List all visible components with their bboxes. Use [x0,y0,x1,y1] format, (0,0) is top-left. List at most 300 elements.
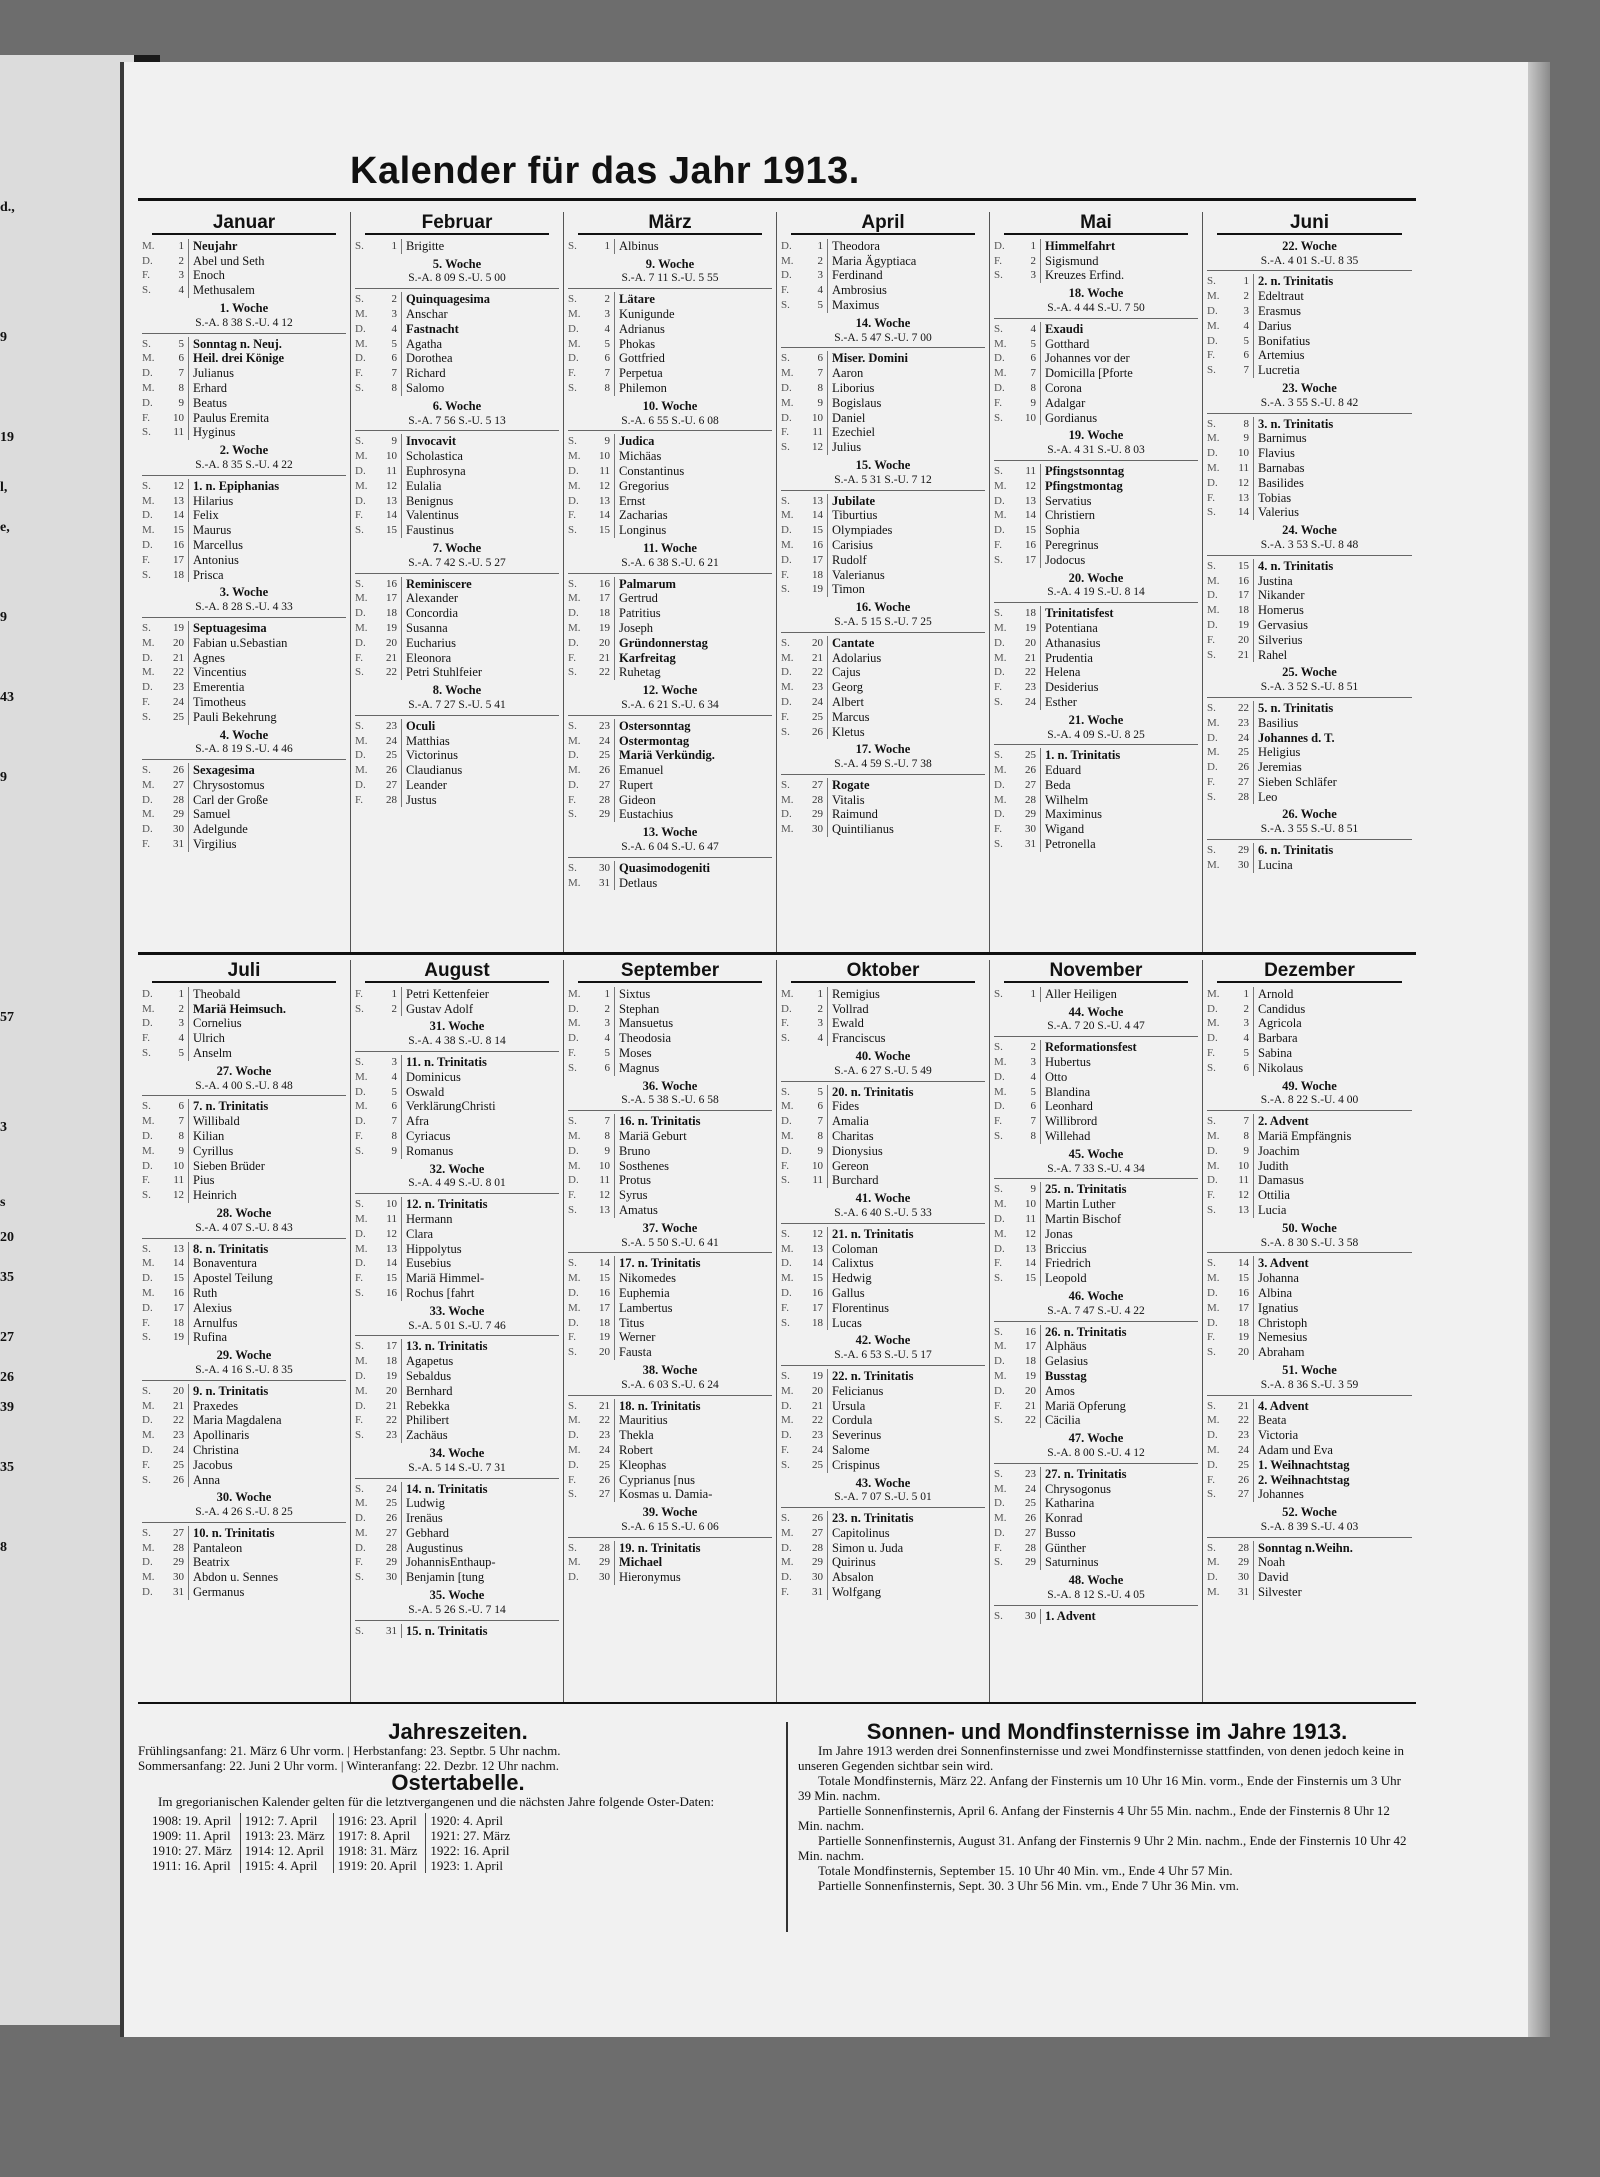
day-name: Michael [619,1555,663,1570]
weekday: M. [781,1414,794,1427]
day-row [568,1173,772,1188]
day-number: 20 [164,636,189,651]
day-name: Aller Heiligen [1045,986,1117,1001]
day-number: 23 [1229,716,1254,731]
day-number: 19 [1016,621,1041,636]
day-row [355,1242,559,1257]
weekday: F. [781,710,789,723]
weekday: M. [994,1055,1007,1068]
day-row [994,1256,1198,1271]
margin-number: 35 [0,1270,14,1285]
day-number: 8 [1016,1129,1041,1144]
day-name: Nikander [1258,588,1305,603]
day-name: Septuagesima [193,620,267,635]
weekday: S. [1207,790,1216,803]
day-number: 18 [590,1316,615,1331]
weekday: M. [1207,987,1220,1000]
day-row [994,987,1198,1002]
day-row [142,1570,346,1585]
day-number: 21 [164,1399,189,1414]
weekday: F. [355,367,363,380]
weekday: D. [142,823,153,836]
day-row [1207,1585,1412,1600]
day-name: Clara [406,1226,434,1241]
day-number: 4 [377,1070,402,1085]
weekday: D. [568,352,579,365]
day-number: 7 [1016,366,1041,381]
weekday: F. [568,1473,576,1486]
eclipse-item: Partielle Sonnenfinsternis, August 31. Anfang der Finsternis 9 Uhr 2 Min. nachm., Ende der Finsternis 10 Uhr 42 Min. nachm. [798,1833,1407,1863]
day-name: Hyginus [193,425,236,440]
day-row [142,254,346,269]
weekday: S. [355,293,364,306]
day-number: 8 [1016,381,1041,396]
day-name: Anna [193,1472,221,1487]
weekday: S. [568,239,577,252]
day-name: Carisius [832,537,873,552]
day-name: Mariä Verkündig. [619,748,715,763]
day-name: Beatus [193,395,228,410]
day-row [781,1242,985,1257]
day-row [355,1541,559,1556]
weekday: D. [142,367,153,380]
eclipses-title: Sonnen- und Mondfinsternisse im Jahre 1913. [866,1719,1348,1744]
weekday: S. [142,764,151,777]
day-row [1207,716,1412,731]
sunrise-sunset: S.-A. 5 38 S.-U. 6 58 [568,1093,772,1111]
day-name: Hubertus [1045,1054,1091,1069]
month-name: Dezember [1264,960,1355,981]
easter-row [148,1843,518,1858]
sunrise-sunset: S.-A. 4 00 S.-U. 8 48 [142,1079,346,1097]
day-name: 12. n. Trinitatis [406,1197,488,1212]
day-row [142,621,346,636]
week-label: 40. Woche [855,1048,911,1063]
weekday: D. [355,1257,366,1270]
week-label: 14. Woche [855,315,911,330]
margin-number: 3 [0,1120,7,1135]
day-name: Vincentius [193,665,247,680]
day-number: 17 [377,1339,402,1354]
weekday: D. [1207,447,1218,460]
day-number: 1 [803,239,828,254]
day-row [994,1526,1198,1541]
day-row [568,987,772,1002]
weekday: M. [142,1257,155,1270]
weekday: M. [1207,1556,1220,1569]
day-row [1207,1271,1412,1286]
weekday: S. [994,269,1003,282]
day-row [568,1487,772,1502]
day-name: Valentinus [406,508,459,523]
day-number: 2 [1016,254,1041,269]
week-label: 10. Woche [642,398,698,413]
weekday: M. [142,352,155,365]
day-row [568,1016,772,1031]
day-number: 28 [377,793,402,808]
week-header [781,1333,985,1366]
day-row [781,1384,985,1399]
weekday: D. [781,239,792,252]
day-row [781,298,985,313]
day-name: Noah [1258,1555,1286,1570]
day-row [1207,461,1412,476]
weekday: F. [994,1115,1002,1128]
sunrise-sunset: S.-A. 8 12 S.-U. 4 05 [994,1588,1198,1606]
weekday: M. [781,254,794,267]
weekday: M. [781,1384,794,1397]
day-number: 16 [1229,1286,1254,1301]
week-label: 16. Woche [855,600,911,615]
day-name: Cajus [832,665,861,680]
day-row [1207,731,1412,746]
month-name: Februar [421,212,493,233]
week-label: 43. Woche [855,1475,911,1490]
weekday: D. [142,987,153,1000]
week-header [568,1363,772,1396]
day-name: Concordia [406,606,459,621]
margin-number: 43 [0,690,14,705]
day-row [1207,588,1412,603]
day-number: 17 [590,591,615,606]
day-number: 16 [1229,574,1254,589]
day-row [355,651,559,666]
day-row [781,440,985,455]
day-number: 16 [377,1286,402,1301]
weekday: F. [1207,349,1215,362]
day-name: Rochus [fahrt [406,1285,475,1300]
month-september [564,960,777,1702]
day-number: 13 [1016,494,1041,509]
day-row [355,366,559,381]
day-name: Bonifatius [1258,333,1311,348]
day-number: 23 [803,1428,828,1443]
weekday: S. [1207,275,1216,288]
day-number: 27 [1016,1526,1041,1541]
day-name: Reminiscere [406,576,472,591]
weekday: D. [781,1429,792,1442]
weekday: D. [781,1002,792,1015]
day-number: 17 [1016,1339,1041,1354]
day-row [355,1413,559,1428]
day-name: Gustav Adolf [406,1001,474,1016]
day-name: Gelasius [1045,1354,1089,1369]
day-row [568,1061,772,1076]
day-number: 29 [590,807,615,822]
day-number: 14 [164,508,189,523]
day-number: 31 [803,1585,828,1600]
week-label: 4. Woche [219,727,269,742]
week-label: 45. Woche [1068,1146,1124,1161]
day-name: Sexagesima [193,763,255,778]
day-number: 20 [803,1384,828,1399]
day-row [142,1099,346,1114]
day-row [1207,1173,1412,1188]
weekday: S. [994,1041,1003,1054]
sunrise-sunset: S.-A. 6 55 S.-U. 6 08 [568,414,772,432]
day-number: 3 [590,1016,615,1031]
day-row [1207,304,1412,319]
day-row [994,322,1198,337]
day-name: Felix [193,508,219,523]
easter-cell: 1917: 8. April [333,1828,426,1843]
day-name: Beatrix [193,1555,230,1570]
day-row [1207,1345,1412,1360]
day-number: 14 [590,1256,615,1271]
day-number: 27 [164,778,189,793]
weekday: S. [994,1556,1003,1569]
weekday: D. [781,269,792,282]
day-number: 5 [803,1085,828,1100]
day-number: 25 [164,1458,189,1473]
months-jan-jun [138,212,1416,954]
day-name: 9. n. Trinitatis [193,1383,269,1398]
weekday: S. [1207,417,1216,430]
day-name: Potentiana [1045,620,1098,635]
day-row [568,1555,772,1570]
month-november [990,960,1203,1702]
weekday: S. [781,298,790,311]
day-row [568,381,772,396]
day-row [142,411,346,426]
day-name: Petri Kettenfeier [406,986,489,1001]
day-name: Thekla [619,1428,654,1443]
day-name: Timotheus [193,694,247,709]
day-name: Edeltraut [1258,289,1304,304]
day-name: Abraham [1258,1345,1305,1360]
day-number: 6 [803,1099,828,1114]
day-name: Amalia [832,1114,869,1129]
weekday: D. [994,1384,1005,1397]
weekday: M. [1207,1159,1220,1172]
day-number: 29 [803,807,828,822]
day-number: 1 [377,239,402,254]
day-name: Ursula [832,1398,866,1413]
day-number: 5 [377,337,402,352]
day-row [781,1173,985,1188]
day-number: 6 [377,351,402,366]
weekday: S. [142,1046,151,1059]
page-title: Kalender für das Jahr 1913. [350,150,860,192]
day-name: Nikomedes [619,1271,676,1286]
weekday: F. [355,793,363,806]
sunrise-sunset: S.-A. 3 55 S.-U. 8 42 [1207,396,1412,414]
weekday: S. [568,1541,577,1554]
day-row [568,734,772,749]
day-number: 10 [1016,1197,1041,1212]
day-row [142,283,346,298]
day-row [994,239,1198,254]
weekday: D. [994,1242,1005,1255]
month-rule [1217,233,1402,235]
weekday: S. [355,1482,364,1495]
weekday: S. [994,553,1003,566]
day-row [355,1129,559,1144]
day-name: David [1258,1570,1289,1585]
week-header [781,1476,985,1509]
day-row [355,434,559,449]
day-row [355,1570,559,1585]
weekday: S. [994,1467,1003,1480]
day-number: 30 [803,822,828,837]
weekday: S. [1207,1541,1216,1554]
weekday: M. [994,1227,1007,1240]
weekday: D. [1207,1458,1218,1471]
day-row [142,337,346,352]
day-number: 28 [377,1541,402,1556]
day-row [568,636,772,651]
day-row [142,1473,346,1488]
weekday: S. [994,322,1003,335]
weekday: M. [781,1556,794,1569]
weekday: F. [781,426,789,439]
weekday: M. [994,337,1007,350]
day-number: 15 [377,523,402,538]
margin-number: 9 [0,610,7,625]
day-name: 16. n. Trinitatis [619,1114,701,1129]
weekday: D. [142,793,153,806]
day-number: 21 [1016,1399,1041,1414]
day-row [142,763,346,778]
eclipses [798,1719,1416,1893]
day-name: Ezechiel [832,425,876,440]
weekday: M. [142,636,155,649]
day-name: Arnulfus [193,1315,238,1330]
weekday: D. [568,1571,579,1584]
day-row [1207,1399,1412,1414]
weekday: D. [994,494,1005,507]
weekday: M. [355,1526,368,1539]
day-row [142,1541,346,1556]
day-number: 28 [164,1541,189,1556]
day-number: 15 [590,523,615,538]
day-row [1207,417,1412,432]
day-name: Syrus [619,1188,648,1203]
margin-number: d., [0,200,15,215]
day-row [568,337,772,352]
weekday: D. [355,352,366,365]
day-name: Cäcilia [1045,1413,1081,1428]
day-number: 24 [590,1443,615,1458]
day-row [994,680,1198,695]
day-row [142,822,346,837]
day-name: Hermann [406,1211,453,1226]
day-name: Eleonora [406,650,452,665]
day-row [994,695,1198,710]
day-name: Leo [1258,789,1278,804]
weekday: F. [568,651,576,664]
day-number: 22 [1229,701,1254,716]
weekday: D. [142,538,153,551]
day-number: 3 [1229,1016,1254,1031]
day-name: Quinquagesima [406,292,491,307]
day-number: 2 [377,1002,402,1017]
day-row [994,351,1198,366]
day-name: Himmelfahrt [1045,238,1116,253]
day-name: Benjamin [tung [406,1570,485,1585]
day-number: 20 [803,636,828,651]
day-name: Pauli Bekehrung [193,709,277,724]
weekday: M. [568,734,581,747]
day-row [568,807,772,822]
weekday: M. [142,1144,155,1157]
day-number: 30 [164,1570,189,1585]
day-row [1207,559,1412,574]
margin-number: 57 [0,1010,14,1025]
day-row [781,425,985,440]
day-name: Victoria [1258,1428,1299,1443]
day-row [568,763,772,778]
week-header [142,443,346,476]
sunrise-sunset: S.-A. 6 03 S.-U. 6 24 [568,1378,772,1396]
day-number: 3 [164,1016,189,1031]
day-number: 16 [1016,538,1041,553]
day-row [568,1271,772,1286]
week-header [568,541,772,574]
sunrise-sunset: S.-A. 6 27 S.-U. 5 49 [781,1064,985,1082]
day-number: 20 [1229,633,1254,648]
day-number: 14 [1229,505,1254,520]
day-name: Basilides [1258,475,1304,490]
day-row [355,464,559,479]
weekday: M. [568,876,581,889]
day-name: Lucas [832,1315,862,1330]
day-row [142,1301,346,1316]
day-name: Amatus [619,1202,658,1217]
day-row [1207,1031,1412,1046]
weekday: M. [142,666,155,679]
day-number: 5 [1229,1046,1254,1061]
weekday: D. [1207,1144,1218,1157]
day-name: Burchard [832,1173,879,1188]
day-name: Antonius [193,552,239,567]
day-number: 27 [590,1487,615,1502]
weekday: D. [1207,1429,1218,1442]
day-row [142,807,346,822]
day-name: 21. n. Trinitatis [832,1226,914,1241]
day-name: Oswald [406,1084,445,1099]
weekday: M. [781,793,794,806]
day-row [781,1526,985,1541]
day-row [142,1330,346,1345]
day-row [781,1316,985,1331]
day-row [568,1188,772,1203]
eclipse-item: Partielle Sonnenfinsternis, April 6. Anfang der Finsternis 4 Uhr 55 Min. nachm., Ende der Finsternis 8 Uhr 12 Min. nachm. [798,1803,1390,1833]
day-number: 16 [590,1286,615,1301]
weekday: S. [1207,506,1216,519]
day-row [781,538,985,553]
weekday: S. [355,719,364,732]
weekday: D. [781,553,792,566]
day-number: 2 [164,1002,189,1017]
sunrise-sunset: S.-A. 8 30 S.-U. 3 58 [1207,1236,1412,1254]
easter-cell: 1912: 7. April [240,1813,333,1828]
weekday: S. [142,479,151,492]
weekday: S. [1207,1346,1216,1359]
day-row [355,606,559,621]
day-number: 16 [803,538,828,553]
week-label: 52. Woche [1282,1505,1337,1520]
day-number: 20 [1016,636,1041,651]
week-header [355,1588,559,1621]
day-number: 23 [377,1428,402,1443]
day-number: 2 [1229,289,1254,304]
weekday: M. [142,1002,155,1015]
day-row [568,1399,772,1414]
sunrise-sunset: S.-A. 8 22 S.-U. 4 00 [1207,1093,1412,1111]
day-number: 11 [803,1173,828,1188]
day-number: 1 [590,987,615,1002]
